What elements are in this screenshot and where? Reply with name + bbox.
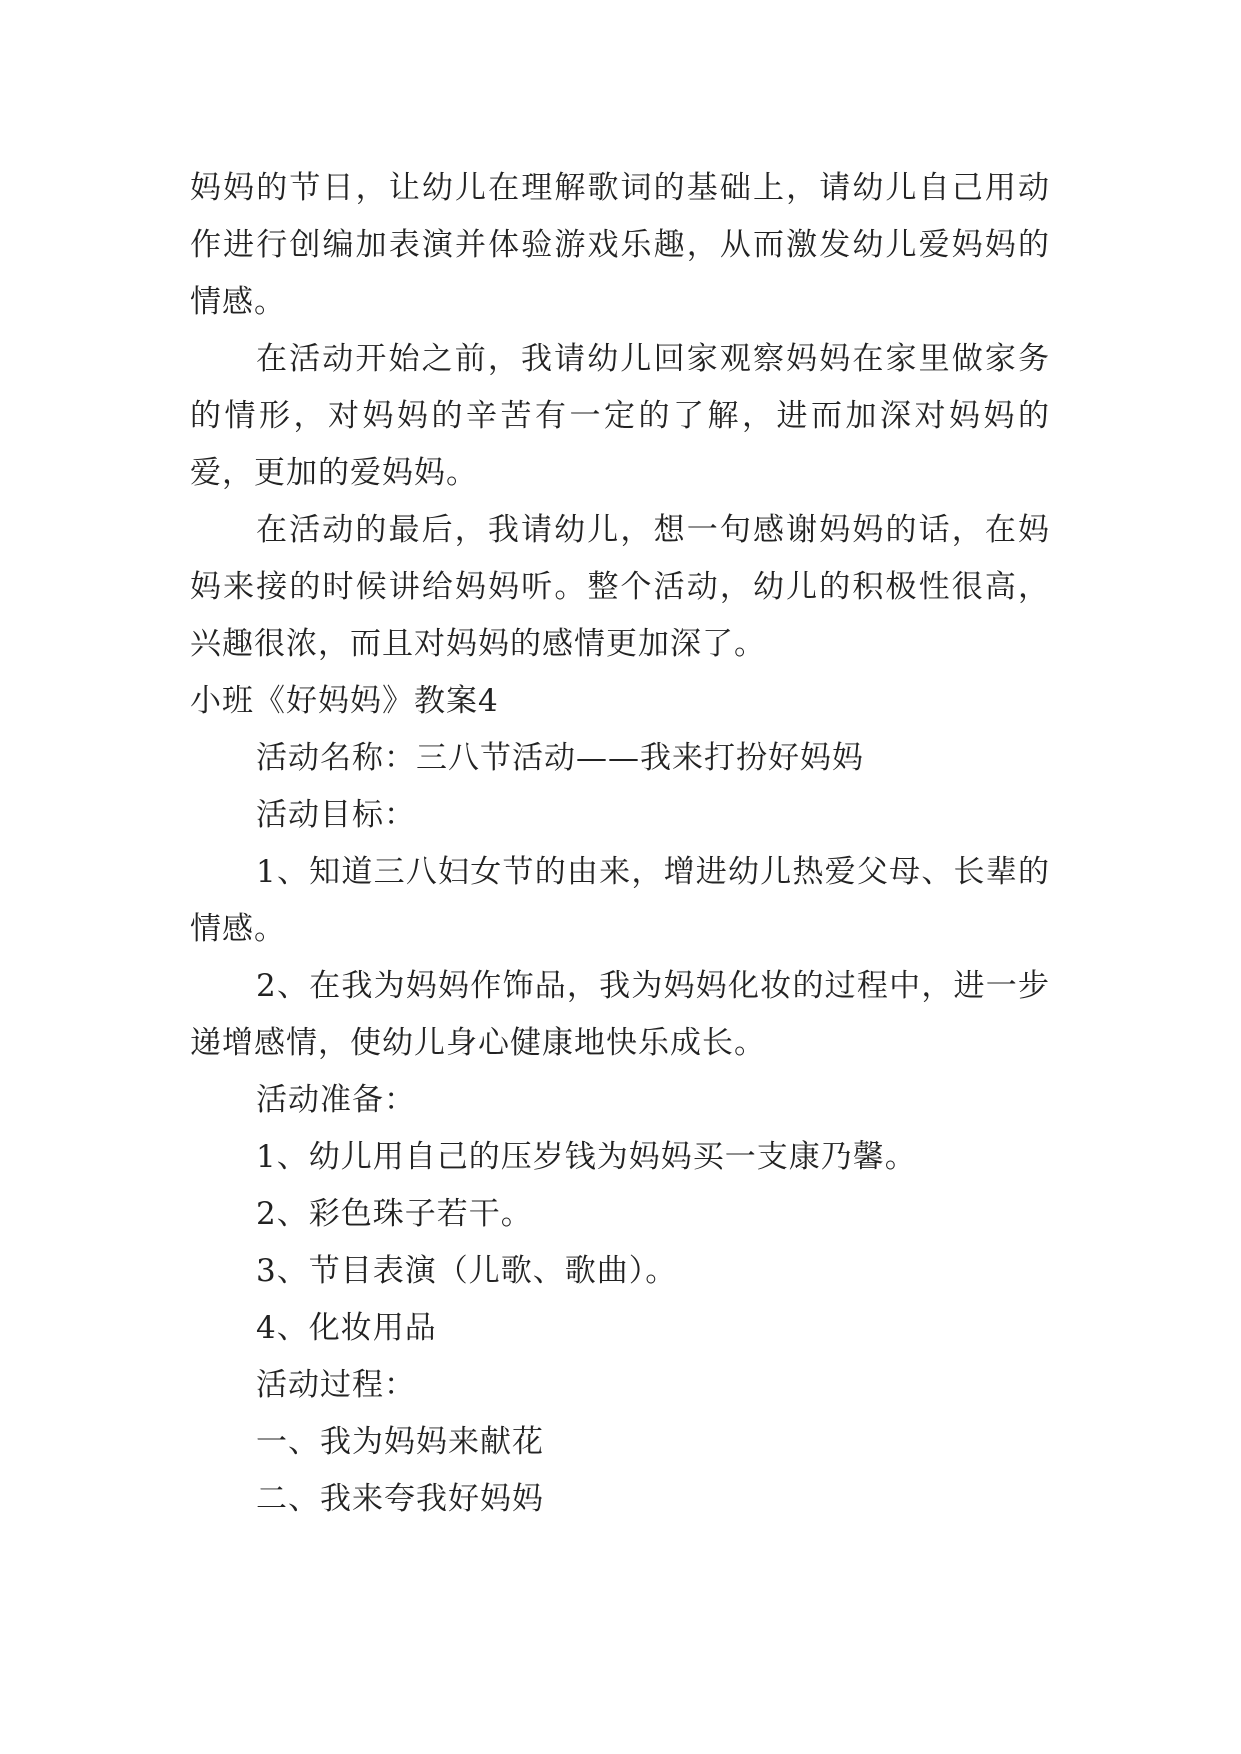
paragraph-before-activity: 在活动开始之前，我请幼儿回家观察妈妈在家里做家务的情形，对妈妈的辛苦有一定的了解，进而加深对妈妈的爱，更加的爱妈妈。 xyxy=(190,341,1050,491)
preparation-item-1: 1、幼儿用自己的压岁钱为妈妈买一支康乃馨。 xyxy=(256,1139,917,1175)
paragraph-end-of-activity: 在活动的最后，我请幼儿，想一句感谢妈妈的话，在妈妈来接的时候讲给妈妈听。整个活动，幼儿的积极性很高，兴趣很浓，而且对妈妈的感情更加深了。 xyxy=(190,512,1050,662)
process-step-2: 二、我来夸我好妈妈 xyxy=(256,1481,544,1517)
section-title: 小班《好妈妈》教案4 xyxy=(190,683,499,719)
document-body xyxy=(190,160,1050,1528)
preparation-item-2: 2、彩色珠子若干。 xyxy=(256,1196,533,1232)
goal-item-2: 2、在我为妈妈作饰品，我为妈妈化妆的过程中，进一步递增感情，使幼儿身心健康地快乐成长。 xyxy=(190,968,1050,1061)
process-step-1: 一、我为妈妈来献花 xyxy=(256,1424,544,1460)
goal-item-1: 1、知道三八妇女节的由来，增进幼儿热爱父母、长辈的情感。 xyxy=(190,854,1050,947)
paragraph-intro-continued: 妈妈的节日，让幼儿在理解歌词的基础上，请幼儿自己用动作进行创编加表演并体验游戏乐趣，从而激发幼儿爱妈妈的情感。 xyxy=(190,170,1050,320)
preparation-item-4: 4、化妆用品 xyxy=(256,1310,437,1346)
activity-preparation-heading: 活动准备： xyxy=(256,1082,416,1118)
activity-name: 活动名称：三八节活动——我来打扮好妈妈 xyxy=(256,740,864,776)
preparation-item-3: 3、节目表演（儿歌、歌曲）。 xyxy=(256,1253,678,1289)
activity-goals-heading: 活动目标： xyxy=(256,797,416,833)
activity-process-heading: 活动过程： xyxy=(256,1367,416,1403)
